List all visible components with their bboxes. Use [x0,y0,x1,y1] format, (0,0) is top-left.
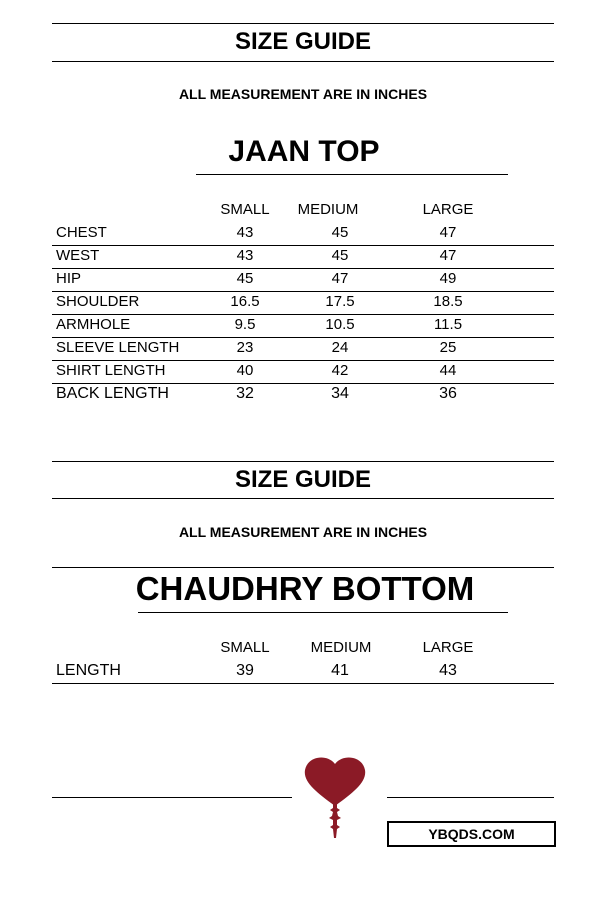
table-row [52,246,554,269]
row-label: ARMHOLE [56,316,131,333]
value-small: 9.5 [234,316,256,333]
value-small: 43 [236,224,254,241]
table-row [52,338,554,361]
row-label: WEST [56,247,100,264]
row-label: LENGTH [56,662,121,679]
table-row [52,384,554,407]
measurement-note-top: ALL MEASUREMENT ARE IN INCHES [178,86,428,102]
product-underline-top [196,174,508,175]
product-title-jaan-top: JAAN TOP [228,135,380,168]
value-small: 43 [236,247,254,264]
row-label: SHIRT LENGTH [56,362,166,379]
row-divider [52,683,554,684]
top-rule-upper [52,23,554,24]
table-row [52,269,554,292]
heart-logo-icon [300,752,370,842]
product-underline-bottom [138,612,508,613]
column-header-large: LARGE [422,201,474,218]
column-header-small: SMALL [220,639,270,656]
column-header-medium: MEDIUM [297,201,359,218]
table-row [52,292,554,315]
value-medium: 41 [331,662,349,679]
bottom-product-rule-upper [52,567,554,568]
footer-rule-left [52,797,292,798]
value-large: 11.5 [433,316,463,333]
value-medium: 47 [331,270,349,287]
value-medium: 45 [331,247,349,264]
footer-rule-right [387,797,554,798]
value-large: 44 [439,362,457,379]
value-medium: 34 [331,385,349,402]
column-header-small: SMALL [220,201,270,218]
row-label: SHOULDER [56,293,140,310]
value-large: 18.5 [433,293,463,310]
column-header-medium: MEDIUM [310,639,372,656]
value-medium: 45 [331,224,349,241]
row-label: SLEEVE LENGTH [56,339,180,356]
product-title-chaudhry-bottom: CHAUDHRY BOTTOM [135,570,475,607]
value-small: 45 [236,270,254,287]
value-small: 16.5 [230,293,260,310]
value-small: 32 [236,385,254,402]
value-small: 40 [236,362,254,379]
bottom-rule-upper [52,461,554,462]
row-label: CHEST [56,224,107,241]
table-row [52,223,554,246]
value-large: 25 [439,339,457,356]
top-rule-lower [52,61,554,62]
size-guide-title-top: SIZE GUIDE [234,28,372,55]
heart-logo-shape [305,757,365,838]
website-link[interactable]: YBQDS.COM [387,821,556,847]
measurement-note-bottom: ALL MEASUREMENT ARE IN INCHES [178,524,428,540]
size-guide-title-bottom: SIZE GUIDE [234,466,372,493]
value-medium: 17.5 [325,293,355,310]
value-large: 36 [439,385,457,402]
table-row [52,361,554,384]
value-small: 39 [236,662,254,679]
value-small: 23 [236,339,254,356]
value-medium: 24 [331,339,349,356]
value-large: 47 [439,224,457,241]
row-label: HIP [56,270,82,287]
row-label: BACK LENGTH [56,385,169,402]
value-medium: 42 [331,362,349,379]
bottom-rule-lower [52,498,554,499]
value-medium: 10.5 [325,316,355,333]
value-large: 47 [439,247,457,264]
value-large: 43 [439,662,457,679]
value-large: 49 [439,270,457,287]
table-row [52,315,554,338]
column-header-large: LARGE [422,639,474,656]
table-row [52,661,554,684]
